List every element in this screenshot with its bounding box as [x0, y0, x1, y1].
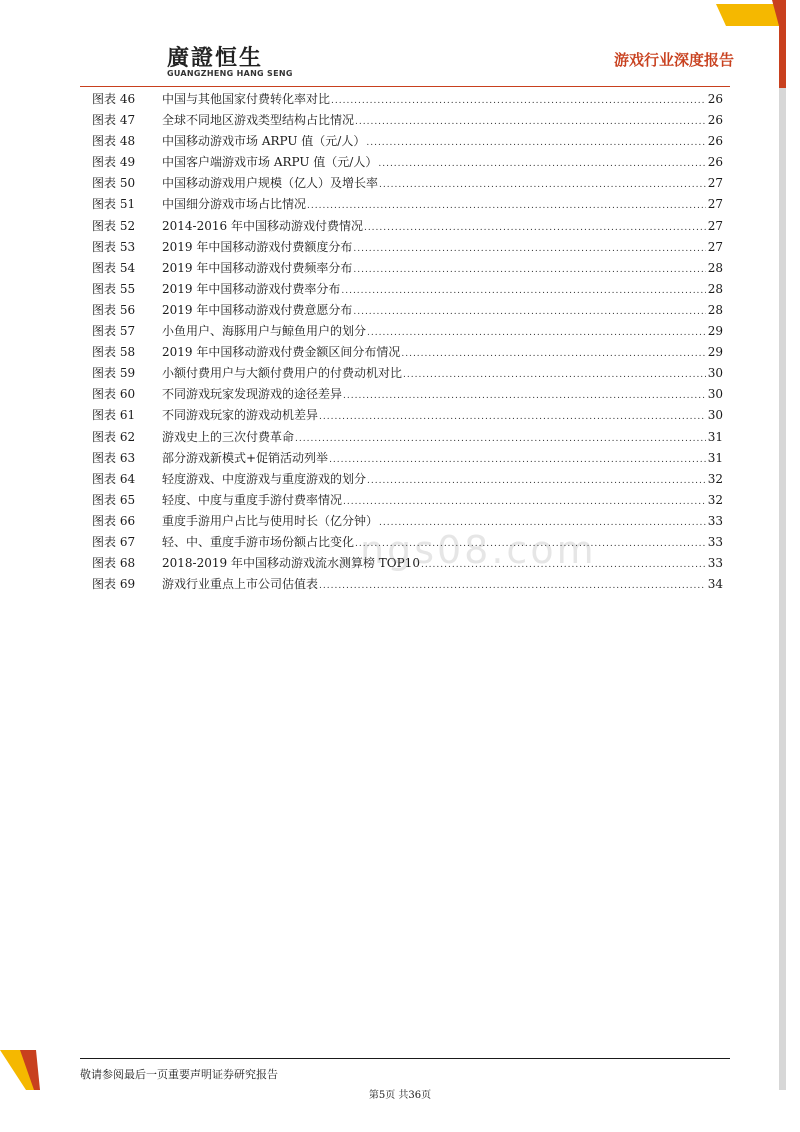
- toc-entry-page: 26: [707, 155, 723, 170]
- toc-entry-title: 游戏史上的三次付费革命: [162, 429, 295, 444]
- toc-entry-page: 29: [707, 345, 723, 360]
- toc-entry-page: 27: [707, 176, 723, 191]
- toc-entry-title: 轻、中、重度手游市场份额占比变化: [162, 534, 355, 549]
- header-divider: [80, 86, 730, 87]
- company-logo-subtitle: GUANGZHENG HANG SENG: [167, 69, 293, 78]
- toc-entry[interactable]: [92, 110, 723, 131]
- toc-entry-title: 中国移动游戏用户规模（亿人）及增长率: [162, 176, 379, 191]
- toc-leader-dots: [343, 386, 706, 407]
- toc-entry-title: 2019 年中国移动游戏付费金额区间分布情况: [162, 345, 401, 360]
- toc-entry-label: 图表 59: [92, 366, 136, 381]
- toc-entry-label: 图表 54: [92, 260, 136, 275]
- toc-entry-label: 图表 53: [92, 239, 136, 254]
- toc-entry-title: 2014-2016 年中国移动游戏付费情况: [162, 218, 363, 233]
- figure-index-list: [92, 89, 723, 595]
- toc-leader-dots: [367, 323, 706, 344]
- toc-leader-dots: [364, 218, 706, 239]
- toc-entry[interactable]: [92, 363, 723, 384]
- toc-entry-page: 28: [707, 260, 723, 275]
- toc-leader-dots: [343, 492, 706, 513]
- toc-entry[interactable]: [92, 405, 723, 426]
- toc-entry-page: 27: [707, 239, 723, 254]
- toc-entry-title: 2019 年中国移动游戏付费频率分布: [162, 260, 353, 275]
- toc-leader-dots: [353, 302, 706, 323]
- toc-entry-title: 中国细分游戏市场占比情况: [162, 197, 307, 212]
- toc-entry[interactable]: [92, 194, 723, 215]
- right-side-bar: [779, 22, 786, 1090]
- toc-leader-dots: [366, 133, 706, 154]
- toc-entry-label: 图表 67: [92, 534, 136, 549]
- toc-entry-page: 30: [707, 366, 723, 381]
- toc-entry-page: 26: [707, 113, 723, 128]
- toc-entry[interactable]: [92, 279, 723, 300]
- toc-entry[interactable]: [92, 216, 723, 237]
- toc-entry[interactable]: [92, 321, 723, 342]
- toc-entry-page: 33: [707, 534, 723, 549]
- toc-entry-page: 30: [707, 387, 723, 402]
- toc-entry-title: 中国移动游戏市场 ARPU 值（元/人）: [162, 134, 366, 149]
- toc-entry-title: 不同游戏玩家的游戏动机差异: [162, 408, 319, 423]
- toc-entry-page: 33: [707, 513, 723, 528]
- toc-entry-title: 重度手游用户占比与使用时长（亿分钟）: [162, 513, 379, 528]
- toc-entry-page: 30: [707, 408, 723, 423]
- toc-leader-dots: [329, 450, 706, 471]
- toc-entry-label: 图表 51: [92, 197, 136, 212]
- toc-entry-title: 2019 年中国移动游戏付费额度分布: [162, 239, 353, 254]
- toc-entry-label: 图表 64: [92, 471, 136, 486]
- toc-entry-page: 28: [707, 302, 723, 317]
- toc-entry-title: 2019 年中国移动游戏付费率分布: [162, 281, 341, 296]
- toc-entry-title: 小额付费用户与大额付费用户的付费动机对比: [162, 366, 403, 381]
- toc-leader-dots: [319, 407, 706, 428]
- corner-decoration-top-right: [716, 0, 786, 26]
- toc-entry-label: 图表 69: [92, 577, 136, 592]
- watermark: ngs08.com: [360, 528, 597, 572]
- toc-entry-label: 图表 48: [92, 134, 136, 149]
- toc-entry-label: 图表 50: [92, 176, 136, 191]
- toc-entry-label: 图表 49: [92, 155, 136, 170]
- toc-entry-label: 图表 63: [92, 450, 136, 465]
- toc-entry-title: 中国客户端游戏市场 ARPU 值（元/人）: [162, 155, 378, 170]
- toc-entry-label: 图表 66: [92, 513, 136, 528]
- toc-entry-page: 27: [707, 197, 723, 212]
- toc-entry-page: 32: [707, 471, 723, 486]
- toc-entry[interactable]: [92, 490, 723, 511]
- toc-entry[interactable]: [92, 258, 723, 279]
- toc-entry-label: 图表 68: [92, 556, 136, 571]
- toc-entry[interactable]: [92, 448, 723, 469]
- toc-entry-title: 2018-2019 年中国移动游戏流水测算榜 TOP10: [162, 556, 420, 571]
- toc-entry-page: 33: [707, 556, 723, 571]
- toc-entry-label: 图表 52: [92, 218, 136, 233]
- toc-entry[interactable]: [92, 574, 723, 595]
- toc-leader-dots: [367, 471, 706, 492]
- toc-entry-title: 轻度、中度与重度手游付费率情况: [162, 492, 343, 507]
- toc-entry-title: 轻度游戏、中度游戏与重度游戏的划分: [162, 471, 367, 486]
- toc-leader-dots: [355, 112, 706, 133]
- toc-entry[interactable]: [92, 427, 723, 448]
- footer-divider: [80, 1058, 730, 1059]
- toc-entry-label: 图表 55: [92, 281, 136, 296]
- toc-entry-title: 部分游戏新模式+促销活动列举: [162, 450, 329, 465]
- toc-entry-title: 全球不同地区游戏类型结构占比情况: [162, 113, 355, 128]
- toc-entry[interactable]: [92, 300, 723, 321]
- toc-leader-dots: [401, 344, 706, 365]
- toc-entry[interactable]: [92, 131, 723, 152]
- company-logo: 廣證恒生: [167, 46, 264, 71]
- right-side-bar-accent: [779, 22, 786, 88]
- toc-entry[interactable]: [92, 89, 723, 110]
- toc-entry-title: 2019 年中国移动游戏付费意愿分布: [162, 302, 353, 317]
- toc-entry-page: 28: [707, 281, 723, 296]
- toc-entry-page: 31: [707, 429, 723, 444]
- page-number: 第5页 共36页: [368, 1090, 432, 1101]
- toc-entry[interactable]: [92, 237, 723, 258]
- toc-entry-label: 图表 57: [92, 324, 136, 339]
- toc-entry-label: 图表 65: [92, 492, 136, 507]
- toc-leader-dots: [353, 239, 706, 260]
- toc-entry-page: 29: [707, 324, 723, 339]
- toc-entry-label: 图表 46: [92, 92, 136, 106]
- toc-entry[interactable]: [92, 152, 723, 173]
- toc-entry[interactable]: [92, 469, 723, 490]
- toc-entry-page: 34: [707, 577, 723, 592]
- toc-entry-title: 中国与其他国家付费转化率对比: [162, 92, 331, 106]
- toc-entry-label: 图表 60: [92, 387, 136, 402]
- toc-entry-label: 图表 56: [92, 302, 136, 317]
- toc-entry-page: 26: [707, 92, 723, 106]
- toc-entry-page: 32: [707, 492, 723, 507]
- toc-leader-dots: [319, 576, 706, 597]
- toc-entry-page: 31: [707, 450, 723, 465]
- toc-leader-dots: [353, 260, 706, 281]
- toc-leader-dots: [403, 365, 706, 386]
- disclaimer-note: 敬请参阅最后一页重要声明证券研究报告: [80, 1068, 278, 1081]
- toc-leader-dots: [307, 196, 706, 217]
- toc-entry-label: 图表 62: [92, 429, 136, 444]
- toc-entry-title: 游戏行业重点上市公司估值表: [162, 577, 319, 592]
- report-title: 游戏行业深度报告: [613, 51, 734, 69]
- toc-entry[interactable]: [92, 173, 723, 194]
- toc-entry-title: 小鱼用户、海豚用户与鲸鱼用户的划分: [162, 324, 367, 339]
- toc-leader-dots: [341, 281, 706, 302]
- toc-leader-dots: [295, 429, 706, 450]
- toc-leader-dots: [379, 175, 706, 196]
- toc-leader-dots: [331, 91, 706, 112]
- toc-entry-label: 图表 61: [92, 408, 136, 423]
- toc-entry-page: 26: [707, 134, 723, 149]
- corner-decoration-bottom-left: [0, 1048, 40, 1090]
- toc-entry[interactable]: [92, 342, 723, 363]
- toc-entry-label: 图表 47: [92, 113, 136, 128]
- toc-leader-dots: [378, 154, 706, 175]
- toc-entry-label: 图表 58: [92, 345, 136, 360]
- toc-entry[interactable]: [92, 384, 723, 405]
- toc-entry-page: 27: [707, 218, 723, 233]
- toc-entry-title: 不同游戏玩家发现游戏的途径差异: [162, 387, 343, 402]
